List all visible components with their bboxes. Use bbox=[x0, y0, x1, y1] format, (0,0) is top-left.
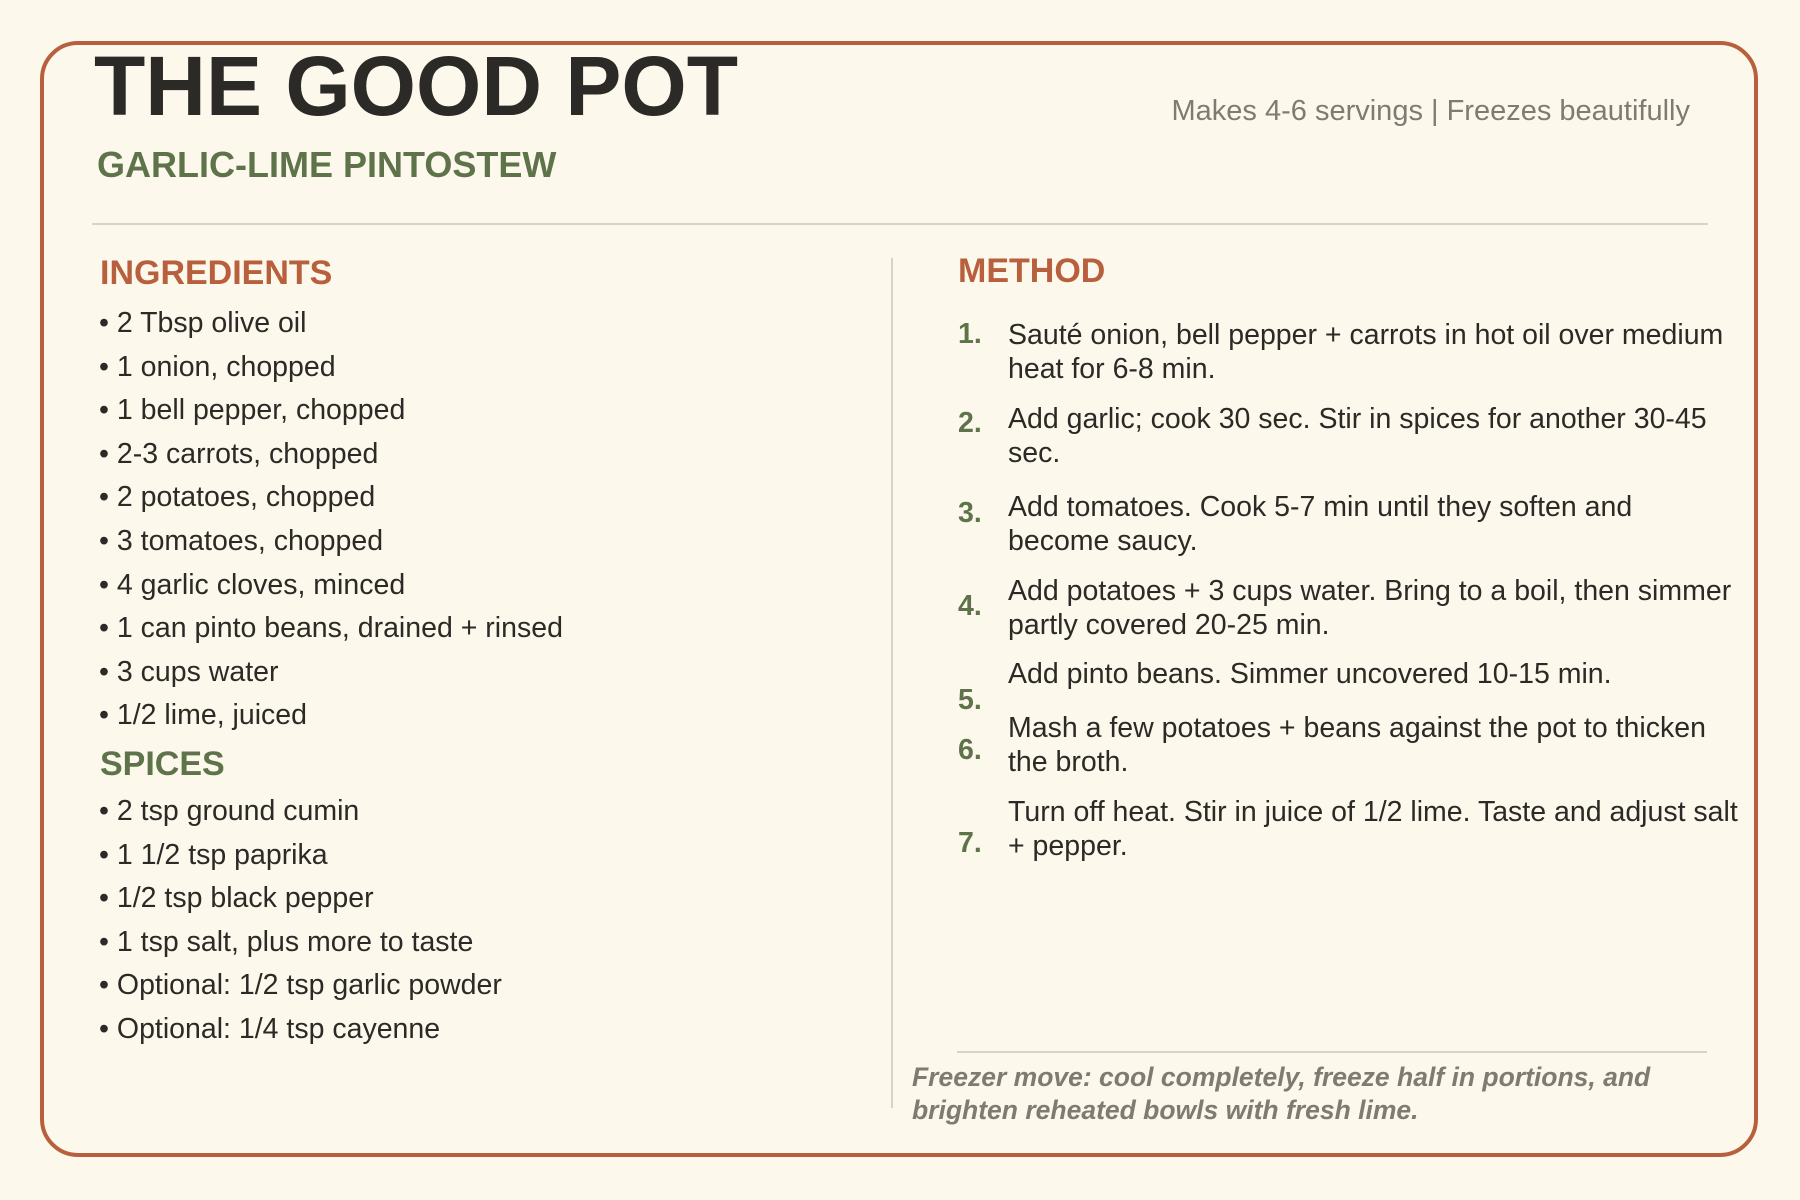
step-text: Add garlic; cook 30 sec. Stir in spices for another 30-45 sec. bbox=[1008, 403, 1707, 469]
list-item: • 1 tsp salt, plus more to taste bbox=[99, 925, 474, 958]
step-number: 6. bbox=[958, 734, 982, 766]
step-text: Mash a few potatoes + beans against the pot to thicken the broth. bbox=[1008, 712, 1706, 778]
ingredients-list bbox=[99, 302, 563, 738]
list-item: • 1/2 lime, juiced bbox=[99, 699, 307, 732]
method-heading: METHOD bbox=[958, 252, 1106, 290]
yield-note: Makes 4-6 servings | Freezes beautifully bbox=[1171, 95, 1690, 127]
list-item: • 2 Tbsp olive oil bbox=[99, 307, 307, 339]
step-number: 5. bbox=[958, 684, 982, 716]
list-item: • 2 tsp ground cumin bbox=[99, 795, 360, 827]
step-number: 4. bbox=[958, 590, 982, 622]
list-item: • 1 bell pepper, chopped bbox=[99, 394, 406, 427]
list-item: • 1 onion, chopped bbox=[99, 350, 336, 383]
list-item: • 3 cups water bbox=[99, 655, 279, 688]
list-item: • Optional: 1/4 tsp cayenne bbox=[99, 1012, 441, 1045]
spices-list bbox=[99, 790, 502, 1052]
list-item: • 1 can pinto beans, drained + rinsed bbox=[99, 612, 563, 645]
list-item: • 4 garlic cloves, minced bbox=[99, 568, 406, 601]
step-text: Sauté onion, bell pepper + carrots in hot oil over medium heat for 6-8 min. bbox=[1008, 319, 1724, 385]
header-divider bbox=[92, 223, 1708, 225]
step-text: Turn off heat. Stir in juice of 1/2 lime. Taste and adjust salt + pepper. bbox=[1008, 796, 1738, 862]
step-text: Add pinto beans. Simmer uncovered 10-15 min. bbox=[1008, 658, 1612, 690]
list-item: • Optional: 1/2 tsp garlic powder bbox=[99, 969, 502, 1002]
list-item: • 3 tomatoes, chopped bbox=[99, 524, 384, 557]
step-number: 2. bbox=[958, 407, 982, 439]
step-text: Add tomatoes. Cook 5-7 min until they soften and become saucy. bbox=[1008, 491, 1633, 557]
recipe-name: GARLIC-LIME PINTOSTEW bbox=[97, 144, 557, 185]
brand-title: THE GOOD POT bbox=[94, 39, 739, 133]
step-text: Add potatoes + 3 cups water. Bring to a boil, then simmer partly covered 20-25 min. bbox=[1008, 575, 1732, 641]
step-number: 7. bbox=[958, 827, 982, 859]
step-number: 1. bbox=[958, 318, 982, 350]
list-item: • 1/2 tsp black pepper bbox=[99, 882, 374, 915]
list-item: • 1 1/2 tsp paprika bbox=[99, 838, 328, 871]
list-item: • 2 potatoes, chopped bbox=[99, 481, 376, 514]
list-item: • 2-3 carrots, chopped bbox=[99, 437, 379, 470]
note-divider bbox=[957, 1051, 1707, 1053]
column-divider bbox=[891, 258, 893, 1108]
ingredients-heading: INGREDIENTS bbox=[100, 254, 333, 292]
spices-heading: SPICES bbox=[100, 745, 225, 783]
step-number: 3. bbox=[958, 497, 982, 529]
freezer-note: Freezer move: cool completely, freeze half in portions, and brighten reheated bowls with fresh lime. bbox=[912, 1062, 1651, 1125]
